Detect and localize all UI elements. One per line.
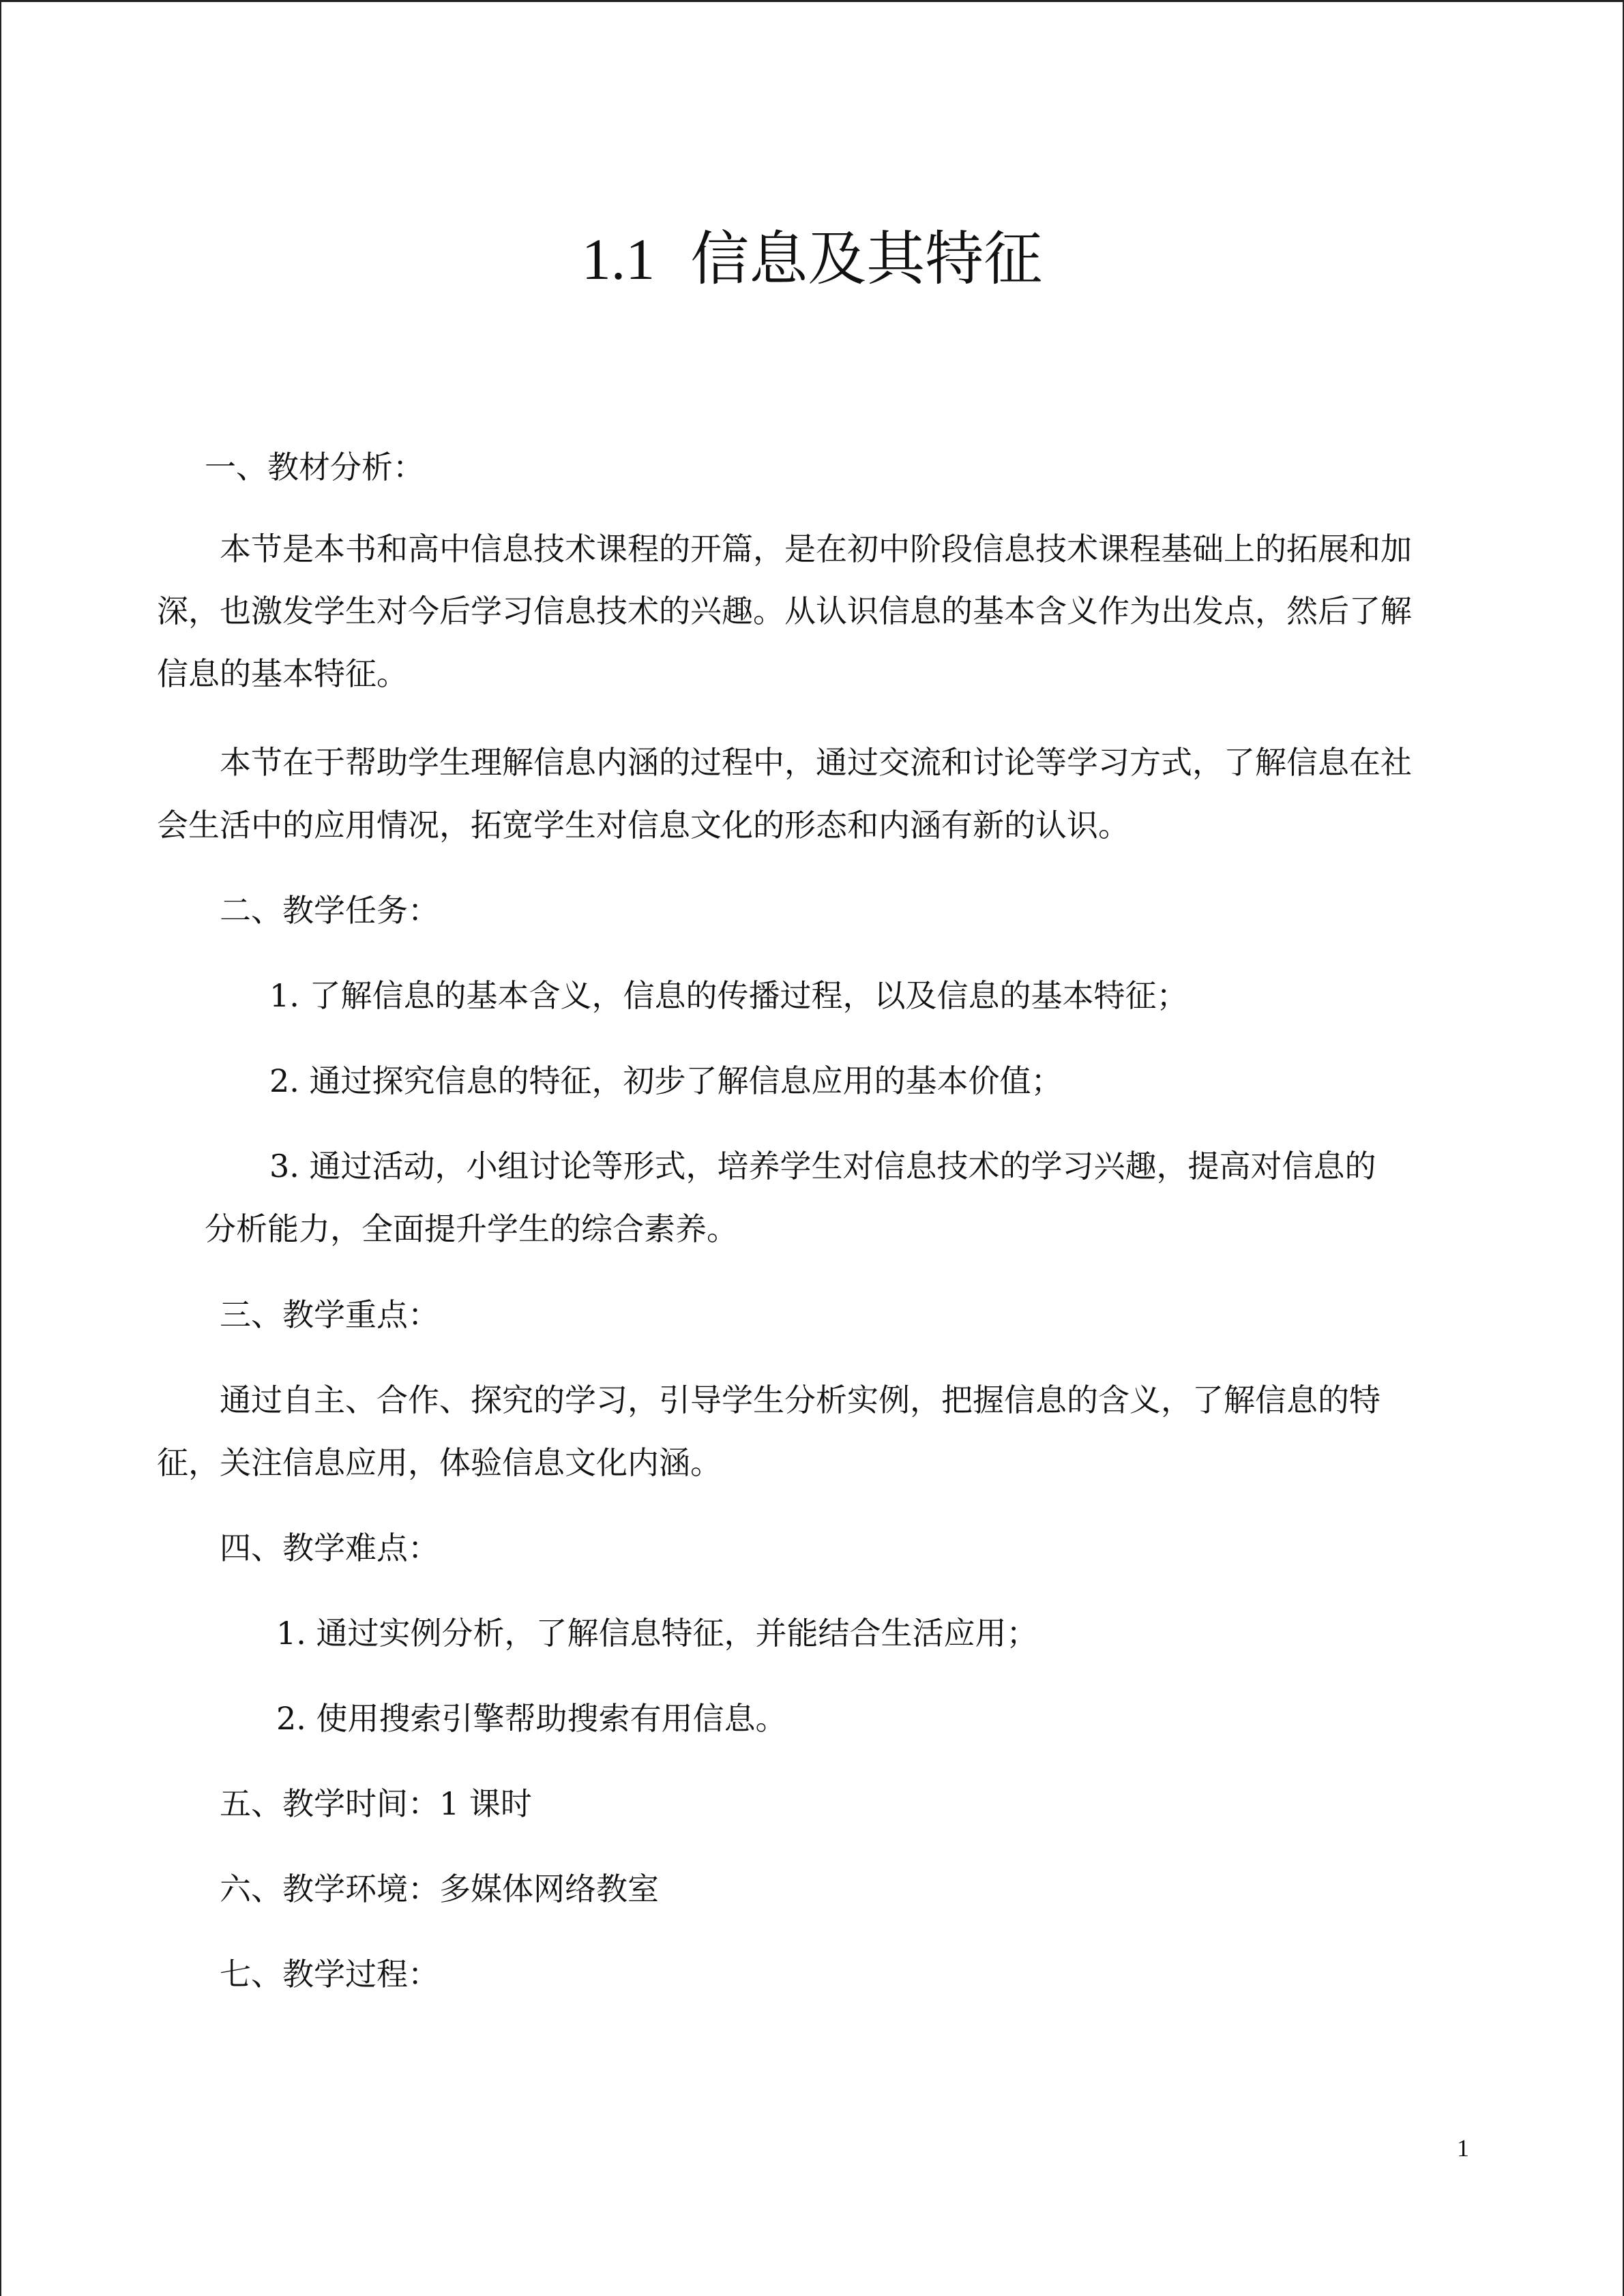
paragraph-line: 征，关注信息应用，体验信息文化内涵。 — [157, 1444, 722, 1481]
title-text: 信息及其特征 — [690, 225, 1043, 293]
page-number: 1 — [1457, 2134, 1469, 2162]
list-item: 2. 通过探究信息的特征，初步了解信息应用的基本价值； — [269, 1062, 1063, 1099]
page-title — [0, 222, 1624, 297]
section-heading-teaching-focus: 三、教学重点： — [220, 1296, 439, 1333]
section-teaching-time: 五、教学时间：1 课时 — [220, 1785, 532, 1822]
section-heading-textbook-analysis: 一、教材分析： — [205, 449, 424, 486]
paragraph-line: 信息的基本特征。 — [157, 655, 408, 692]
list-item: 1. 通过实例分析，了解信息特征，并能结合生活应用； — [276, 1615, 1038, 1652]
section-heading-teaching-difficulties: 四、教学难点： — [220, 1530, 439, 1566]
section-heading-teaching-process: 七、教学过程： — [220, 1956, 439, 1993]
paragraph-line: 本节在于帮助学生理解信息内涵的过程中，通过交流和讨论等学习方式，了解信息在社 — [220, 744, 1412, 781]
section-number: 1.1 — [581, 226, 655, 292]
paragraph-line: 通过自主、合作、探究的学习，引导学生分析实例，把握信息的含义，了解信息的特 — [220, 1382, 1381, 1418]
paragraph-line: 会生活中的应用情况，拓宽学生对信息文化的形态和内涵有新的认识。 — [157, 807, 1130, 844]
section-heading-teaching-tasks: 二、教学任务： — [220, 892, 439, 929]
list-item: 2. 使用搜索引擎帮助搜索有用信息。 — [276, 1700, 787, 1737]
list-item: 1. 了解信息的基本含义，信息的传播过程，以及信息的基本特征； — [269, 977, 1188, 1014]
section-teaching-environment: 六、教学环境：多媒体网络教室 — [220, 1870, 659, 1907]
paragraph-line: 深，也激发学生对今后学习信息技术的兴趣。从认识信息的基本含义作为出发点，然后了解 — [157, 593, 1412, 629]
paragraph-line: 本节是本书和高中信息技术课程的开篇，是在初中阶段信息技术课程基础上的拓展和加 — [220, 531, 1412, 567]
list-item-continuation: 分析能力，全面提升学生的综合素养。 — [205, 1210, 738, 1247]
list-item: 3. 通过活动，小组讨论等形式，培养学生对信息技术的学习兴趣，提高对信息的 — [269, 1148, 1376, 1184]
